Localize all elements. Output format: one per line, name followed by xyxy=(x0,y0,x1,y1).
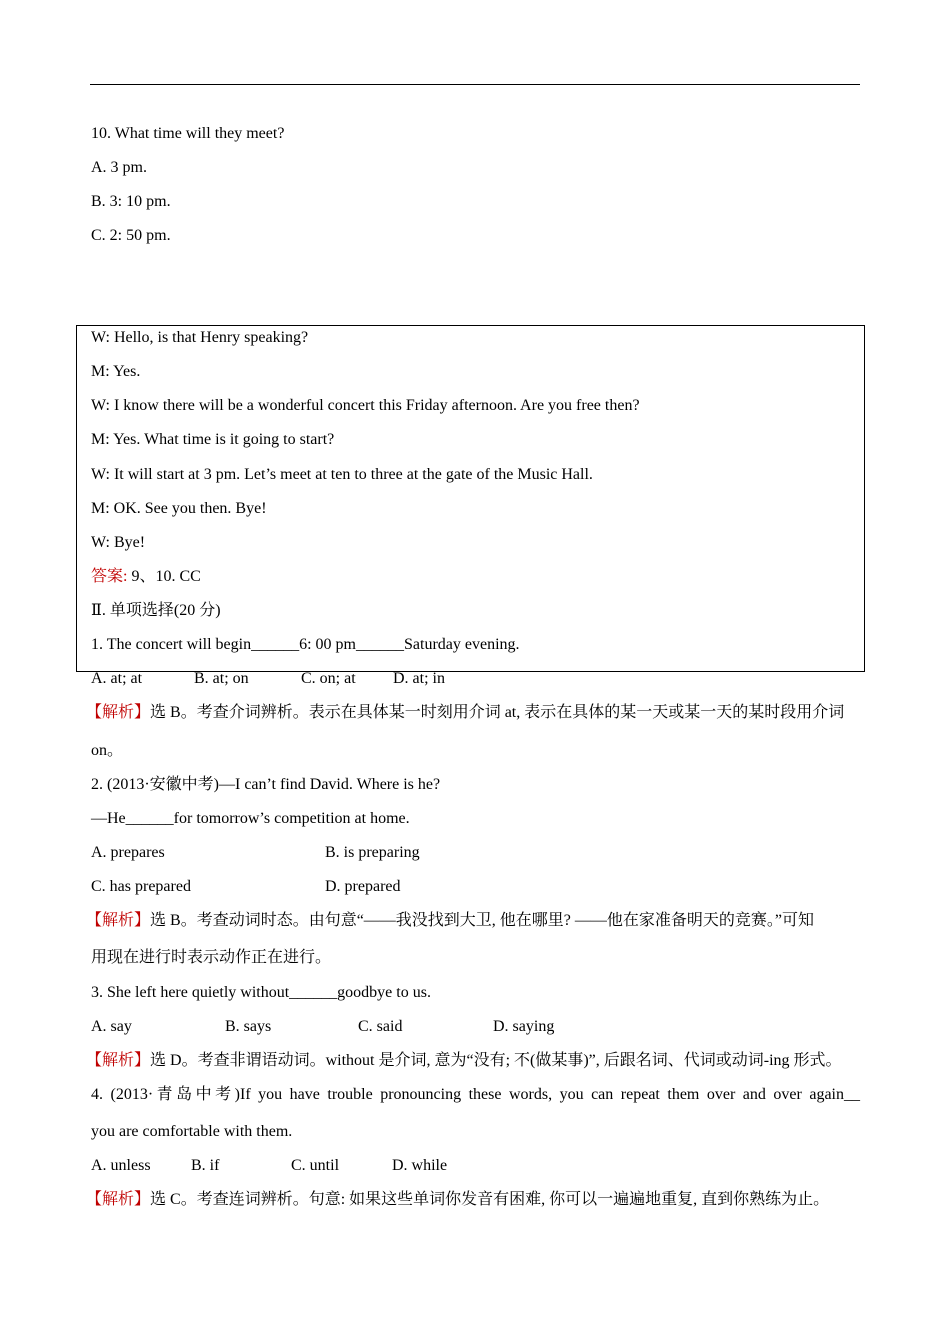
q3-question: 3. She left here quietly without______goodbye to us. xyxy=(91,984,431,1001)
q1-option-d: D. at; in xyxy=(393,670,445,687)
q1-question: 1. The concert will begin______6: 00 pm______Saturday evening. xyxy=(91,636,520,653)
q4-option-c: C. until xyxy=(291,1157,340,1174)
q1-option-b: B. at; on xyxy=(194,670,249,687)
q2-analysis xyxy=(86,911,814,931)
q2-option-a: A. prepares xyxy=(91,844,165,861)
q10-option-a: A. 3 pm. xyxy=(91,159,147,176)
q2-option-b: B. is preparing xyxy=(325,844,420,861)
dialogue-line: W: I know there will be a wonderful concert this Friday afternoon. Are you free then? xyxy=(91,397,640,414)
answer-value: 9、10. CC xyxy=(127,568,201,585)
q3-option-c: C. said xyxy=(358,1018,403,1035)
q2-question: 2. (2013·安徽中考)—I can’t find David. Where is he? xyxy=(91,776,441,793)
q2-analysis-cont: 用现在进行时表示动作正在进行。 xyxy=(91,949,332,966)
q10-question: 10. What time will they meet? xyxy=(91,125,285,142)
analysis-text: 选 B。考查动词时态。由句意“——我没找到大卫, 他在哪里? ——他在家准备明天的竞赛。”可知 xyxy=(150,912,814,929)
dialogue-line: M: Yes. What time is it going to start? xyxy=(91,431,335,448)
analysis-label: 【解析】 xyxy=(86,912,151,929)
q4-option-b: B. if xyxy=(191,1157,220,1174)
q10-option-c: C. 2: 50 pm. xyxy=(91,227,171,244)
header-rule xyxy=(90,84,860,85)
q4-question: 4. (2013·青岛中考)If you have trouble pronouncing these words, you can repeat them over and over again__ xyxy=(91,1086,860,1103)
dialogue-line: W: Bye! xyxy=(91,534,146,551)
q2-question-cont: —He______for tomorrow’s competition at home. xyxy=(91,810,410,827)
q2-option-d: D. prepared xyxy=(325,878,401,895)
dialogue-line: M: OK. See you then. Bye! xyxy=(91,500,267,517)
dialogue-line: W: It will start at 3 pm. Let’s meet at ten to three at the gate of the Music Hall. xyxy=(91,466,593,483)
q3-option-a: A. say xyxy=(91,1018,132,1035)
q1-analysis xyxy=(86,703,844,723)
dialogue-line: M: Yes. xyxy=(91,363,141,380)
q1-option-a: A. at; at xyxy=(91,670,143,687)
q3-option-b: B. says xyxy=(225,1018,272,1035)
q4-question-cont: you are comfortable with them. xyxy=(91,1123,293,1140)
dialogue-line: W: Hello, is that Henry speaking? xyxy=(91,329,309,346)
analysis-label: 【解析】 xyxy=(86,704,151,721)
q4-option-d: D. while xyxy=(392,1157,448,1174)
q4-analysis xyxy=(86,1190,829,1210)
q1-option-c: C. on; at xyxy=(301,670,356,687)
answer-line xyxy=(91,567,201,587)
q1-analysis-cont: on。 xyxy=(91,742,124,759)
q2-option-c: C. has prepared xyxy=(91,878,191,895)
analysis-text: 选 C。考查连词辨析。句意: 如果这些单词你发音有困难, 你可以一遍遍地重复, 直到你熟练为止。 xyxy=(150,1191,830,1208)
q3-option-d: D. saying xyxy=(493,1018,555,1035)
analysis-text: 选 D。考查非谓语动词。without 是介词, 意为“没有; 不(做某事)”, 后跟名词、代词或动词-ing 形式。 xyxy=(150,1052,842,1069)
analysis-label: 【解析】 xyxy=(86,1052,151,1069)
q3-analysis xyxy=(86,1051,842,1071)
q4-option-a: A. unless xyxy=(91,1157,151,1174)
answer-label: 答案: xyxy=(91,568,128,585)
analysis-text: 选 B。考查介词辨析。表示在具体某一时刻用介词 at, 表示在具体的某一天或某一天的某时段用介词 xyxy=(150,704,845,721)
section-title: Ⅱ. 单项选择(20 分) xyxy=(91,602,221,619)
q10-option-b: B. 3: 10 pm. xyxy=(91,193,171,210)
analysis-label: 【解析】 xyxy=(86,1191,151,1208)
